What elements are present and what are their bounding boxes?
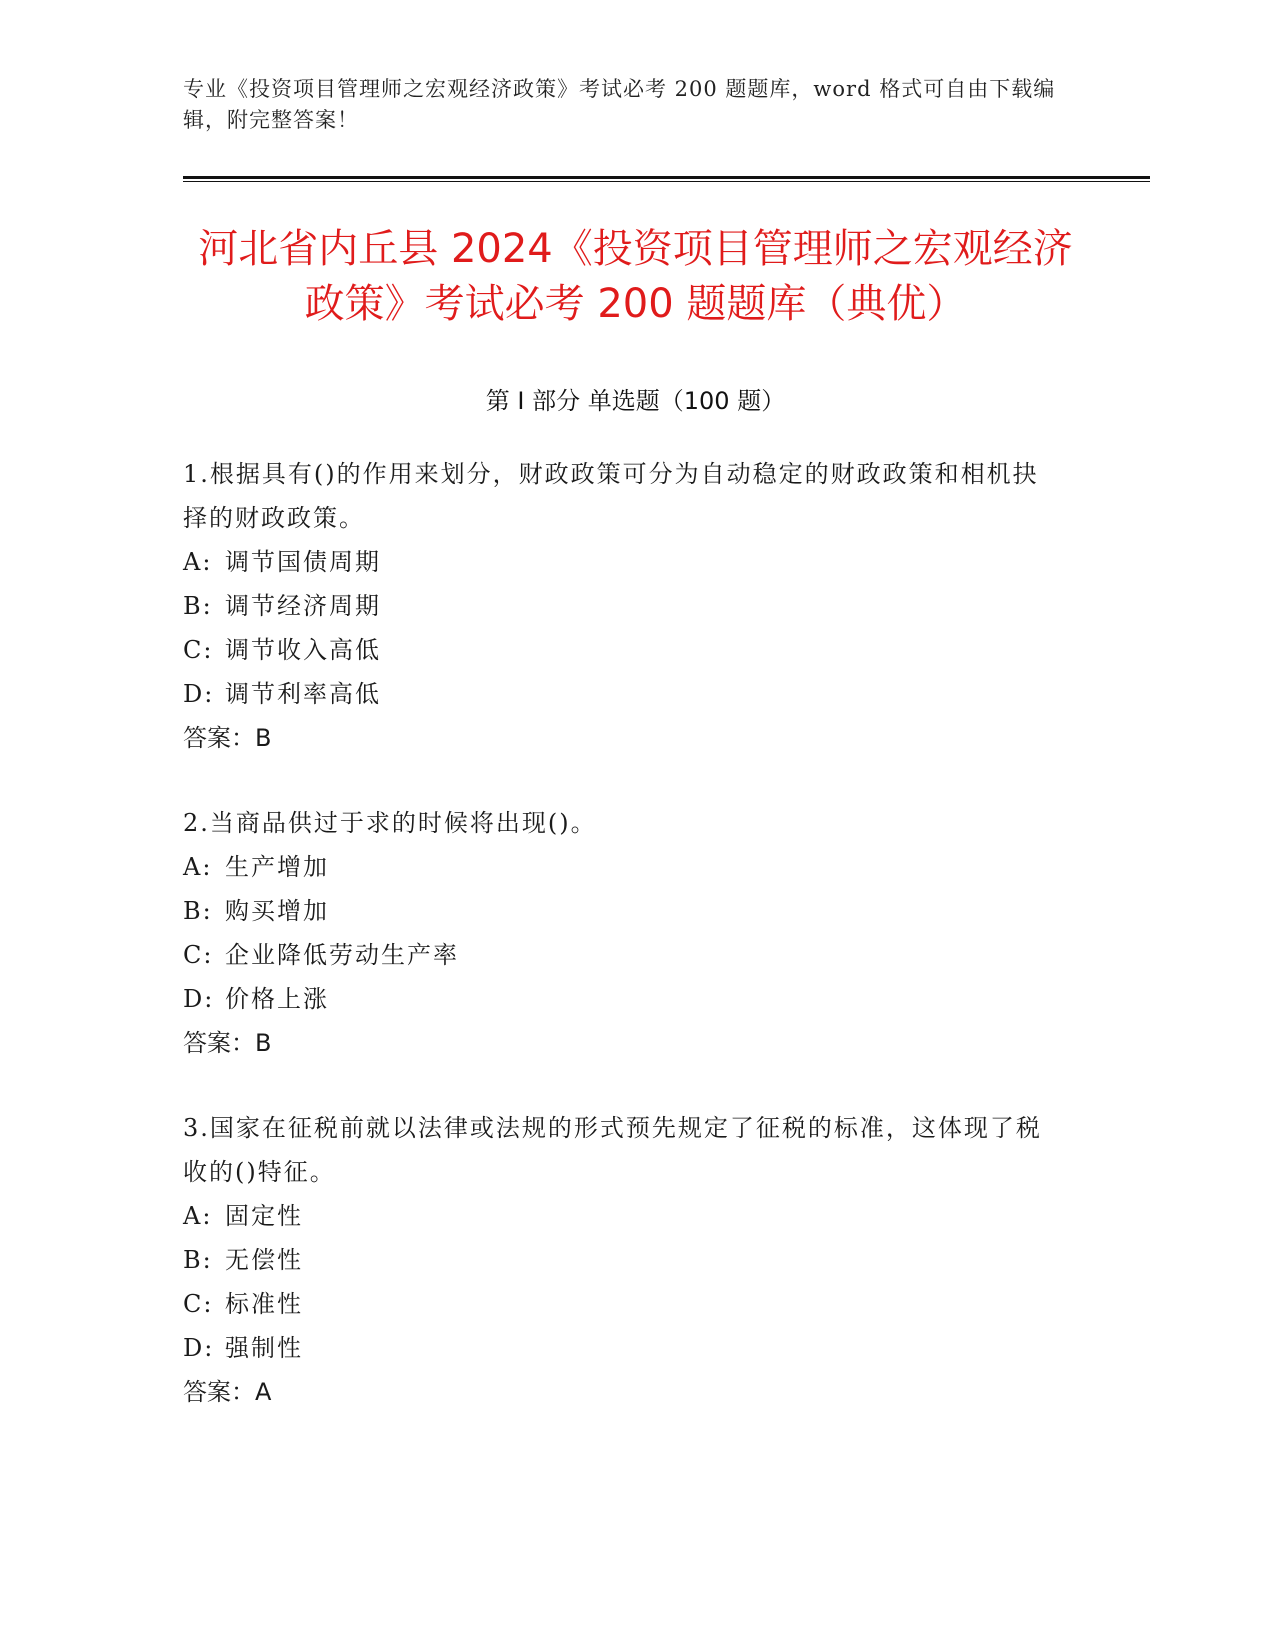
option-text: 调节国债周期 <box>225 548 381 576</box>
option-text: 价格上涨 <box>225 985 329 1013</box>
option-key: A: <box>183 1202 213 1230</box>
option-b <box>183 889 1063 933</box>
option-d <box>183 672 1063 716</box>
option-key: C: <box>183 941 214 969</box>
option-key: D: <box>183 1334 215 1362</box>
document-title: 河北省内丘县 2024《投资项目管理师之宏观经济政策》考试必考 200 题题库（典优） <box>198 226 1073 327</box>
section-title: 第 I 部分 单选题（100 题） <box>485 387 786 415</box>
option-d <box>183 1326 1063 1370</box>
option-key: A: <box>183 548 213 576</box>
option-key: B: <box>183 1246 213 1274</box>
question-stem: 1.根据具有()的作用来划分，财政政策可分为自动稳定的财政政策和相机抉择的财政政策。 <box>183 460 1039 532</box>
option-text: 购买增加 <box>225 897 329 925</box>
option-c <box>183 628 1063 672</box>
option-key: B: <box>183 592 213 620</box>
option-text: 无偿性 <box>225 1246 303 1274</box>
option-a <box>183 845 1063 889</box>
option-key: C: <box>183 1290 214 1318</box>
answer-line: 答案：A <box>183 1378 272 1406</box>
header-divider <box>183 176 1150 179</box>
option-b <box>183 1238 1063 1282</box>
option-a <box>183 540 1063 584</box>
option-text: 强制性 <box>225 1334 303 1362</box>
option-key: B: <box>183 897 213 925</box>
question-item <box>183 801 1063 1065</box>
option-b <box>183 584 1063 628</box>
option-a <box>183 1194 1063 1238</box>
question-stem: 3.国家在征税前就以法律或法规的形式预先规定了征税的标准，这体现了税收的()特征。 <box>183 1114 1042 1186</box>
option-text: 标准性 <box>225 1290 303 1318</box>
option-d <box>183 977 1063 1021</box>
option-key: C: <box>183 636 214 664</box>
option-c <box>183 1282 1063 1326</box>
option-text: 调节经济周期 <box>225 592 381 620</box>
option-text: 调节利率高低 <box>225 680 381 708</box>
option-text: 企业降低劳动生产率 <box>225 941 459 969</box>
option-text: 调节收入高低 <box>225 636 381 664</box>
question-stem: 2.当商品供过于求的时候将出现()。 <box>183 809 597 837</box>
question-item <box>183 1106 1063 1414</box>
question-item <box>183 452 1063 760</box>
answer-line: 答案：B <box>183 724 272 752</box>
option-key: D: <box>183 680 215 708</box>
option-text: 生产增加 <box>225 853 329 881</box>
option-key: A: <box>183 853 213 881</box>
header-note: 专业《投资项目管理师之宏观经济政策》考试必考 200 题题库，word 格式可自由下载编辑，附完整答案！ <box>183 77 1056 132</box>
option-text: 固定性 <box>225 1202 303 1230</box>
option-c <box>183 933 1063 977</box>
option-key: D: <box>183 985 215 1013</box>
header-divider-thin <box>183 181 1150 182</box>
answer-line: 答案：B <box>183 1029 272 1057</box>
